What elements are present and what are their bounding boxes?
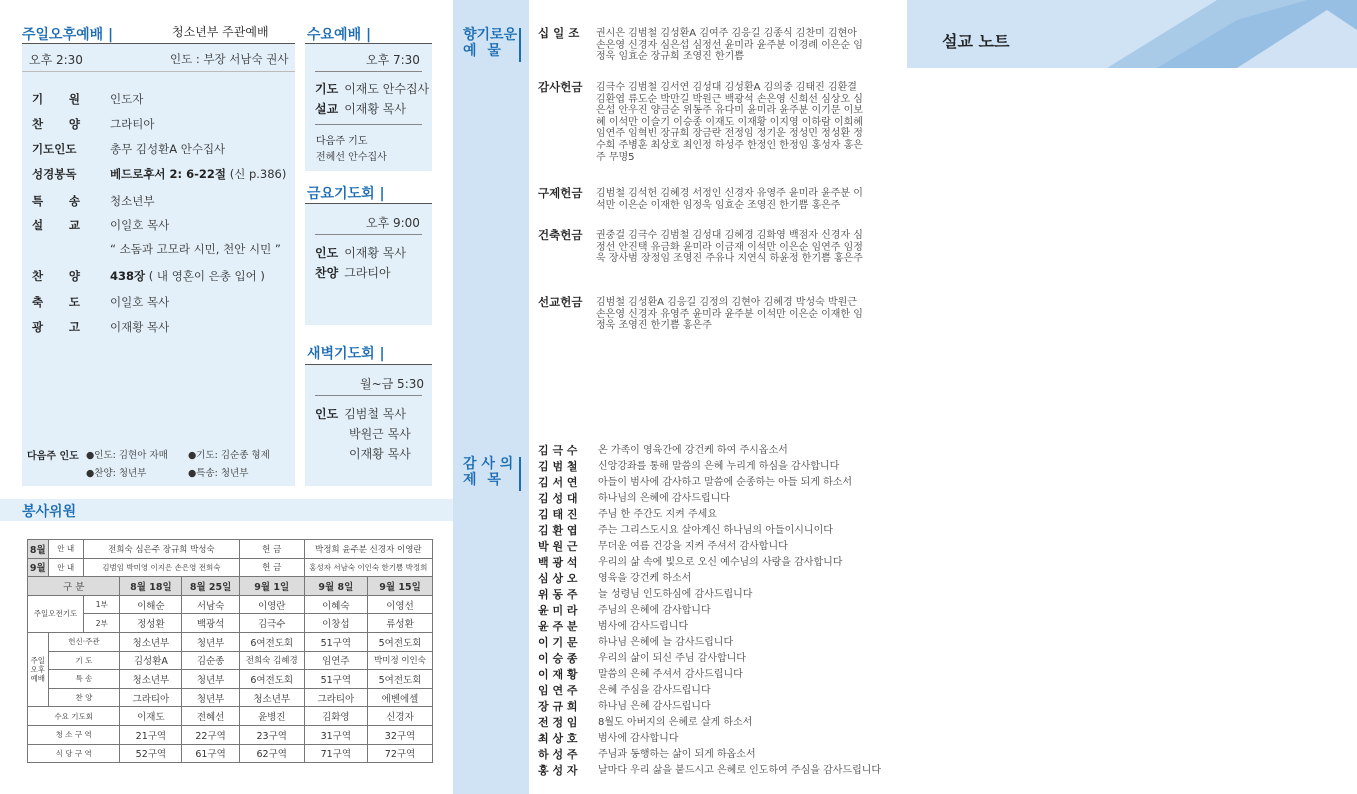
table-cell: 백광석 [182, 614, 239, 633]
thanks-text: 범사에 감사합니다 [598, 733, 679, 744]
table-cell: 52구역 [120, 744, 182, 763]
thanks-name: 김 성 대 [538, 492, 578, 505]
thanks-name: 김 환 엽 [538, 524, 578, 537]
wed-sermon [315, 100, 406, 117]
thanks-text: 범사에 감사드립니다 [598, 621, 689, 632]
wed-rule [305, 43, 432, 44]
table-cell: 61구역 [182, 744, 239, 763]
table-cell: 윤병진 [239, 707, 304, 726]
thanks-row [538, 603, 881, 619]
service-table [27, 539, 433, 763]
table-cell: 그라티아 [120, 688, 182, 707]
table-cell: 51구역 [304, 632, 367, 651]
thanks-row [538, 539, 881, 555]
thanks-text: 말씀의 은혜 주셔서 감사드립니다 [598, 669, 743, 680]
thanks-name: 장 규 희 [538, 700, 578, 713]
offering-item [538, 82, 866, 163]
thanks-row [538, 571, 881, 587]
table-row [28, 707, 433, 726]
center-spine [453, 0, 529, 794]
table-cell: 이영선 [368, 595, 433, 614]
fri-lead-label: 인도 [315, 246, 339, 260]
next-week-item: ●찬양: 청년부 [86, 468, 147, 479]
table-cell: 이창섭 [304, 614, 367, 633]
offerings-side-bar [519, 28, 521, 62]
sunday-title: 주일오후예배 | [22, 27, 114, 43]
offering-item [538, 28, 866, 63]
table-cell: 정성환 [120, 614, 182, 633]
thanks-name: 박 원 근 [538, 540, 578, 553]
next-week-label: 다음주 인도 [27, 451, 79, 462]
order-row [32, 91, 143, 107]
thanks-name: 전 정 임 [538, 716, 578, 729]
order-label: 광 고 [32, 320, 80, 334]
youth-title: 청소년부 주관예배 [172, 25, 269, 39]
thanks-row [538, 491, 881, 507]
sunday-leader: 인도 : 부장 서남숙 권사 [170, 52, 289, 66]
thanks-name: 심 상 오 [538, 572, 578, 585]
order-row [32, 268, 265, 284]
thanks-row [538, 443, 881, 459]
thanks-text: 영육을 강건케 하소서 [598, 573, 692, 584]
month-cell: 8월 [28, 540, 49, 559]
table-row [28, 651, 433, 670]
dawn-rule2 [315, 395, 422, 396]
offering-item [538, 230, 866, 265]
wed-next: 전혜선 안수집사 [316, 152, 387, 163]
sub-label: 1부 [83, 595, 119, 614]
table-cell: 31구역 [304, 725, 367, 744]
cash-label: 헌 금 [239, 540, 304, 559]
thanks-name: 하 성 주 [538, 748, 578, 761]
order-value: 그라티아 [110, 117, 155, 131]
scripture-value: 베드로후서 2: 6-22절 [110, 167, 227, 181]
thanks-row [538, 651, 881, 667]
table-cell: 신경자 [368, 707, 433, 726]
row-label: 식 당 구 역 [28, 744, 120, 763]
header-cell: 9월 1일 [239, 577, 304, 596]
wed-rule2 [315, 71, 422, 72]
order-row [32, 141, 225, 157]
table-header [28, 577, 433, 596]
dawn-lead-label: 인도 [315, 407, 339, 421]
row-label: 청 소 구 역 [28, 725, 120, 744]
thanks-text: 하나님 은혜 감사드립니다 [598, 701, 711, 712]
table-cell: 에벤에셀 [368, 688, 433, 707]
wed-prayer-value: 이재도 안수집사 [344, 82, 430, 96]
thanks-row [538, 683, 881, 699]
service-title: 봉사위원 [22, 504, 77, 520]
row-label: 특 송 [48, 670, 120, 689]
dawn-rule [305, 364, 432, 365]
offering-label: 구제헌금 [538, 186, 583, 200]
fri-praise-value: 그라티아 [344, 266, 391, 280]
order-value: 청소년부 [110, 194, 155, 208]
order-row [32, 294, 169, 310]
wed-next-title: 다음주 기도 [316, 136, 368, 147]
thanks-text: 날마다 우리 삶을 붙드시고 은혜로 인도하여 주심을 감사드립니다 [598, 765, 882, 776]
offering-label: 십 일 조 [538, 26, 580, 40]
table-cell: 청년부 [182, 670, 239, 689]
order-row [32, 319, 169, 335]
row-label: 수요 기도회 [28, 707, 120, 726]
table-row [28, 725, 433, 744]
thanks-row [538, 459, 881, 475]
offering-names: 김범철 김성환A 김응길 김정의 김현아 김혜경 박성숙 박원근 손은영 신경자 유영주 윤미라 윤주분 이석만 이은순 이재한 임정욱 조영진 한기쁨 홍은주 [596, 297, 863, 332]
thanks-name: 김 범 철 [538, 460, 578, 473]
header-cell: 9월 8일 [304, 577, 367, 596]
fri-rule2 [315, 234, 422, 235]
offerings-side-line: 향기로운 [463, 27, 518, 43]
order-value: 이재황 목사 [110, 320, 170, 334]
thanks-row [538, 507, 881, 523]
table-cell: 이재도 [120, 707, 182, 726]
fri-praise [315, 264, 391, 281]
order-value: 이일호 목사 [110, 218, 170, 232]
order-label: 찬 양 [32, 269, 80, 283]
wed-time: 오후 7:30 [366, 53, 420, 67]
table-cell: 이영란 [239, 595, 304, 614]
table-cell: 김극수 [239, 614, 304, 633]
thanks-text: 아들이 범사에 감사하고 말씀에 순종하는 아들 되게 하소서 [598, 477, 853, 488]
thanks-name: 김 서 연 [538, 476, 578, 489]
thanks-name: 김 극 수 [538, 444, 578, 457]
thanks-text: 우리의 삶 속에 빛으로 오신 예수님의 사랑을 감사합니다 [598, 557, 843, 568]
thanks-row [538, 619, 881, 635]
thanks-list [538, 443, 881, 779]
table-cell: 72구역 [368, 744, 433, 763]
table-cell: 23구역 [239, 725, 304, 744]
table-cell: 김화영 [304, 707, 367, 726]
thanks-text: 주님의 은혜에 감사합니다 [598, 605, 711, 616]
table-cell: 서남숙 [182, 595, 239, 614]
guide-label: 안 내 [48, 540, 83, 559]
wed-prayer [315, 80, 429, 97]
guide-label: 안 내 [48, 558, 83, 577]
table-cell: 임연주 [304, 651, 367, 670]
hymn-number: 438장 [110, 269, 146, 283]
table-row [28, 632, 433, 651]
sunday-rule [22, 43, 295, 44]
thanks-row [538, 667, 881, 683]
thanks-name: 홍 성 자 [538, 764, 578, 777]
thanks-text: 주는 그리스도시요 살아계신 하나님의 아들이시니이다 [598, 525, 833, 536]
row-label: 찬 양 [48, 688, 120, 707]
order-label: 기도인도 [32, 142, 77, 156]
order-label: 찬 양 [32, 117, 80, 131]
thanks-name: 임 연 주 [538, 684, 578, 697]
table-cell: 그라티아 [304, 688, 367, 707]
table-cell: 5여전도회 [368, 670, 433, 689]
thanks-text: 신앙강좌를 통해 말씀의 은혜 누리게 하심을 감사합니다 [598, 461, 840, 472]
fri-time: 오후 9:00 [366, 216, 420, 230]
cash-names: 홍성자 서남숙 이인숙 한기쁨 박정희 [304, 558, 432, 577]
guide-names: 전희숙 심은주 장규희 박성숙 [83, 540, 239, 559]
table-cell: 류성환 [368, 614, 433, 633]
next-week-item: ●기도: 김순종 형제 [188, 450, 270, 461]
table-cell: 청년부 [182, 632, 239, 651]
group-cell: 주일오전기도 [28, 595, 84, 632]
dawn-lead-value: 김범철 목사 [344, 407, 406, 421]
thanks-row [538, 523, 881, 539]
header-cell: 9월 15일 [368, 577, 433, 596]
header-cell: 구 분 [28, 577, 120, 596]
offering-names: 김범철 김석헌 김혜경 서정인 신경자 유영주 윤미라 윤주분 이석만 이은순 이재한 임정욱 임효순 조영진 한기쁨 홍은주 [596, 188, 863, 211]
hymn-title: ( 내 영혼이 은총 입어 ) [148, 269, 265, 283]
wed-sermon-value: 이재황 목사 [344, 102, 406, 116]
table-row [28, 558, 433, 577]
dawn-title: 새벽기도회 | [307, 346, 385, 362]
sermon-title-text: “ 소돔과 고모라 시민, 천안 시민 ” [110, 242, 281, 256]
row-label: 헌신·주관 [48, 632, 120, 651]
offering-names: 김극수 김범철 김서연 김성대 김성환A 김의중 김태진 김환결 김환엽 류도순 박만길 박원근 백광석 손은영 신희선 심상오 심은섭 안우진 양금순 위동주 유다미 윤미라 윤주분 이기문 이보혜 이석만 이슬기 이승종 이재도 이재황 이지영 이하람 이희혜 임연주 임혁빈 장규희 장금란 전정임 정기운 정성민 정성환 정수희 주병훈 최상호 최인정 하성주 한정인 한정임 홍성자 홍은주 무명5 [596, 82, 863, 163]
table-cell: 김성환A [120, 651, 182, 670]
table-cell: 51구역 [304, 670, 367, 689]
wed-sermon-label: 설교 [315, 102, 339, 116]
offering-names: 권시은 김범철 김성환A 김여주 김응길 김종식 김찬미 김현아 손은영 신경자 심은섭 심정선 윤미라 윤주분 이경례 이은순 임정욱 임효순 장규희 조영진 한기쁨 [596, 28, 863, 63]
thanks-row [538, 731, 881, 747]
order-row [32, 116, 154, 132]
offering-item [538, 188, 866, 211]
fri-rule [305, 203, 432, 204]
order-value: 인도자 [110, 92, 144, 106]
offering-names: 권중걸 김극수 김범철 김성대 김혜경 김화영 백점자 신경자 심정선 안진택 유금화 윤미라 이금재 이석만 이은순 임연주 임정욱 장사범 장정임 조영진 주유나 지연식 하윤정 한기쁨 홍은주 [596, 230, 863, 265]
order-value: 이일호 목사 [110, 295, 170, 309]
thanks-text: 주님과 동행하는 삶이 되게 하옵소서 [598, 749, 756, 760]
thanks-row [538, 747, 881, 763]
sunday-rule2 [22, 71, 295, 72]
offerings-side-line: 예 물 [463, 43, 504, 59]
table-cell: 22구역 [182, 725, 239, 744]
table-cell: 김순종 [182, 651, 239, 670]
fri-lead [315, 244, 406, 261]
next-week-item: ●특송: 청년부 [188, 468, 249, 479]
dawn-lead [315, 405, 406, 422]
thanks-name: 이 기 문 [538, 636, 578, 649]
order-label: 설 교 [32, 218, 80, 232]
table-cell: 5여전도회 [368, 632, 433, 651]
fri-title: 금요기도회 | [307, 186, 385, 202]
thanks-name: 이 재 황 [538, 668, 578, 681]
order-value: 총무 김성환A 안수집사 [110, 142, 226, 156]
header-cell: 8월 25일 [182, 577, 239, 596]
wed-rule3 [315, 124, 422, 125]
dawn-lead-3: 이재황 목사 [349, 447, 411, 461]
table-cell: 71구역 [304, 744, 367, 763]
thanks-text: 늘 성령님 인도하심에 감사드립니다 [598, 589, 753, 600]
table-row [28, 688, 433, 707]
offering-label: 감사헌금 [538, 80, 583, 94]
table-cell: 청소년부 [239, 688, 304, 707]
thanks-side-line: 감 사 의 [463, 456, 514, 472]
table-cell: 이혜숙 [304, 595, 367, 614]
sunday-time: 오후 2:30 [29, 53, 83, 67]
thanks-row [538, 635, 881, 651]
thanks-text: 8월도 아버지의 은혜로 살게 하소서 [598, 717, 753, 728]
table-cell: 박미정 이인숙 [368, 651, 433, 670]
table-cell: 32구역 [368, 725, 433, 744]
row-label: 기 도 [48, 651, 120, 670]
fri-praise-label: 찬양 [315, 266, 339, 280]
offerings-side-title [463, 27, 517, 59]
order-label: 축 도 [32, 295, 80, 309]
order-row [32, 217, 169, 233]
sermon-title [110, 241, 281, 257]
thanks-name: 위 동 주 [538, 588, 578, 601]
thanks-text: 온 가족이 영육간에 강건케 하여 주시옵소서 [598, 445, 788, 456]
order-label: 기 원 [32, 92, 80, 106]
month-cell: 9월 [28, 558, 49, 577]
table-cell: 62구역 [239, 744, 304, 763]
thanks-row [538, 699, 881, 715]
dawn-time: 월~금 5:30 [360, 377, 425, 391]
fri-lead-value: 이재황 목사 [344, 246, 406, 260]
thanks-name: 윤 미 라 [538, 604, 578, 617]
thanks-side-title [463, 456, 513, 488]
thanks-name: 윤 주 분 [538, 620, 578, 633]
cash-label: 헌 금 [239, 558, 304, 577]
table-cell: 청년부 [182, 688, 239, 707]
order-row [32, 166, 286, 182]
thanks-text: 하나님의 은혜에 감사드립니다 [598, 493, 730, 504]
thanks-text: 은혜 주심을 감사드립니다 [598, 685, 711, 696]
dawn-lead-2: 박원근 목사 [349, 427, 411, 441]
guide-names: 김범임 박미영 이지은 손은영 전희숙 [83, 558, 239, 577]
table-row [28, 670, 433, 689]
thanks-text: 주님 한 주간도 지켜 주세요 [598, 509, 717, 520]
offering-label: 선교헌금 [538, 295, 583, 309]
header-cell: 8월 18일 [120, 577, 182, 596]
wed-prayer-label: 기도 [315, 82, 339, 96]
thanks-row [538, 475, 881, 491]
table-row [28, 744, 433, 763]
scripture-page: (신 p.386) [229, 167, 287, 181]
table-cell: 이해순 [120, 595, 182, 614]
table-cell: 청소년부 [120, 632, 182, 651]
thanks-name: 김 태 진 [538, 508, 578, 521]
table-cell: 6여전도회 [239, 632, 304, 651]
table-cell: 21구역 [120, 725, 182, 744]
sermon-note-title: 설교 노트 [942, 32, 1010, 51]
offering-label: 건축헌금 [538, 228, 583, 242]
thanks-text: 하나님 은혜에 늘 감사드립니다 [598, 637, 734, 648]
thanks-row [538, 763, 881, 779]
thanks-name: 이 승 종 [538, 652, 578, 665]
offering-item [538, 297, 866, 332]
thanks-text: 무더운 여름 건강을 지켜 주셔서 감사합니다 [598, 541, 788, 552]
thanks-row [538, 587, 881, 603]
thanks-name: 최 상 호 [538, 732, 578, 745]
sub-label: 2부 [83, 614, 119, 633]
table-cell: 6여전도회 [239, 670, 304, 689]
thanks-row [538, 715, 881, 731]
next-week-item: ●인도: 김현아 자매 [86, 450, 168, 461]
thanks-side-bar [519, 457, 521, 491]
table-row [28, 595, 433, 614]
thanks-name: 백 광 석 [538, 556, 578, 569]
order-label: 특 송 [32, 194, 80, 208]
order-row [32, 193, 154, 209]
table-cell: 전혜선 [182, 707, 239, 726]
thanks-row [538, 555, 881, 571]
table-row [28, 540, 433, 559]
order-label: 성경봉독 [32, 167, 77, 181]
sunday-panel [22, 43, 295, 486]
cash-names: 박정희 윤주분 신경자 이영란 [304, 540, 432, 559]
thanks-text: 우리의 삶이 되신 주님 감사합니다 [598, 653, 746, 664]
table-cell: 전희숙 김혜경 [239, 651, 304, 670]
table-cell: 청소년부 [120, 670, 182, 689]
thanks-side-line: 제 목 [463, 472, 504, 488]
wed-title: 수요예배 | [307, 27, 372, 43]
group-cell: 주일 오후 예배 [28, 632, 49, 706]
table-row [28, 614, 433, 633]
